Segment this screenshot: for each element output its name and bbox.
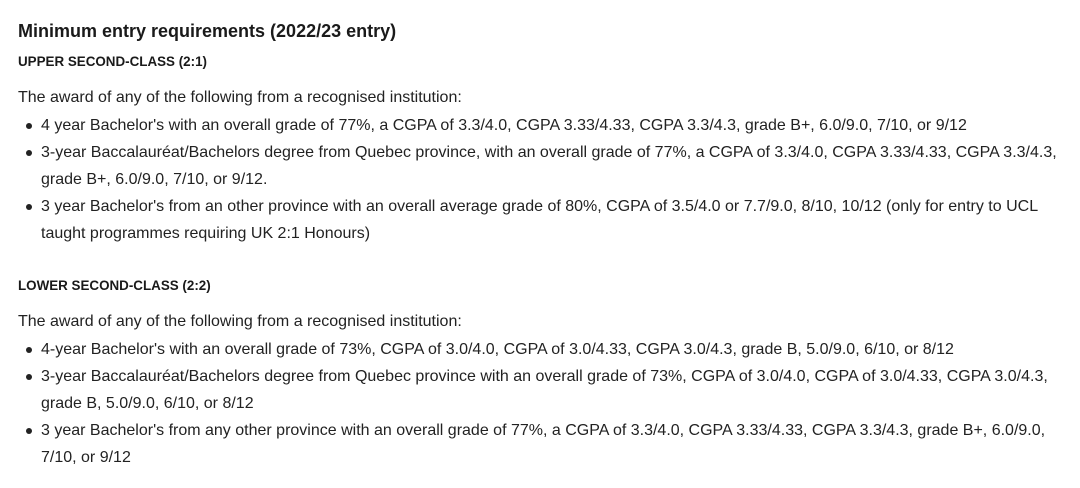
list-item-text: 4-year Bachelor's with an overall grade of 73%, CGPA of 3.0/4.0, CGPA of 3.0/4.33, CGPA 3.0/4.3, grade B, 5.0/9.0, 6/10, or 8/12: [41, 341, 954, 358]
list-item: [18, 193, 1076, 247]
bullet-icon: [26, 347, 32, 353]
section-intro-lower-second: The award of any of the following from a recognised institution:: [18, 313, 462, 330]
bullet-icon: [26, 204, 32, 210]
list-item: [18, 363, 1076, 417]
page-title: Minimum entry requirements (2022/23 entry): [18, 21, 397, 41]
list-item-text: 4 year Bachelor's with an overall grade of 77%, a CGPA of 3.3/4.0, CGPA 3.33/4.33, CGPA 3.3/4.3, grade B+, 6.0/9.0, 7/10, or 9/12: [41, 117, 967, 134]
bullet-icon: [26, 150, 32, 156]
list-item: [18, 336, 1076, 363]
bullet-icon: [26, 123, 32, 129]
list-item: [18, 417, 1076, 471]
section-intro-upper-second: The award of any of the following from a recognised institution:: [18, 89, 462, 106]
requirements-list-lower-second: [18, 336, 1076, 471]
list-item-text: 3 year Bachelor's from any other province with an overall grade of 77%, a CGPA of 3.3/4.0, CGPA 3.33/4.33, CGPA 3.3/4.3, grade B+, 6.0/9.0, 7/10, or 9/12: [41, 422, 1046, 466]
bullet-icon: [26, 428, 32, 434]
section-heading-lower-second: LOWER SECOND-CLASS (2:2): [18, 278, 211, 293]
list-item-text: 3-year Baccalauréat/Bachelors degree from Quebec province, with an overall grade of 77%, a CGPA of 3.3/4.0, CGPA 3.33/4.33, CGPA 3.3/4.3, grade B+, 6.0/9.0, 7/10, or 9/12.: [41, 144, 1057, 188]
section-heading-upper-second: UPPER SECOND-CLASS (2:1): [18, 54, 207, 69]
list-item: [18, 139, 1076, 193]
list-item-text: 3-year Baccalauréat/Bachelors degree from Quebec province with an overall grade of 73%, CGPA of 3.0/4.0, CGPA of 3.0/4.33, CGPA 3.0/4.3, grade B, 5.0/9.0, 6/10, or 8/12: [41, 368, 1048, 412]
bullet-icon: [26, 374, 32, 380]
list-item: [18, 112, 1076, 139]
list-item-text: 3 year Bachelor's from an other province with an overall average grade of 80%, CGPA of 3.5/4.0 or 7.7/9.0, 8/10, 10/12 (only for entry to UCL taught programmes requiring UK 2:1 Honours): [41, 198, 1038, 242]
requirements-list-upper-second: [18, 112, 1076, 247]
